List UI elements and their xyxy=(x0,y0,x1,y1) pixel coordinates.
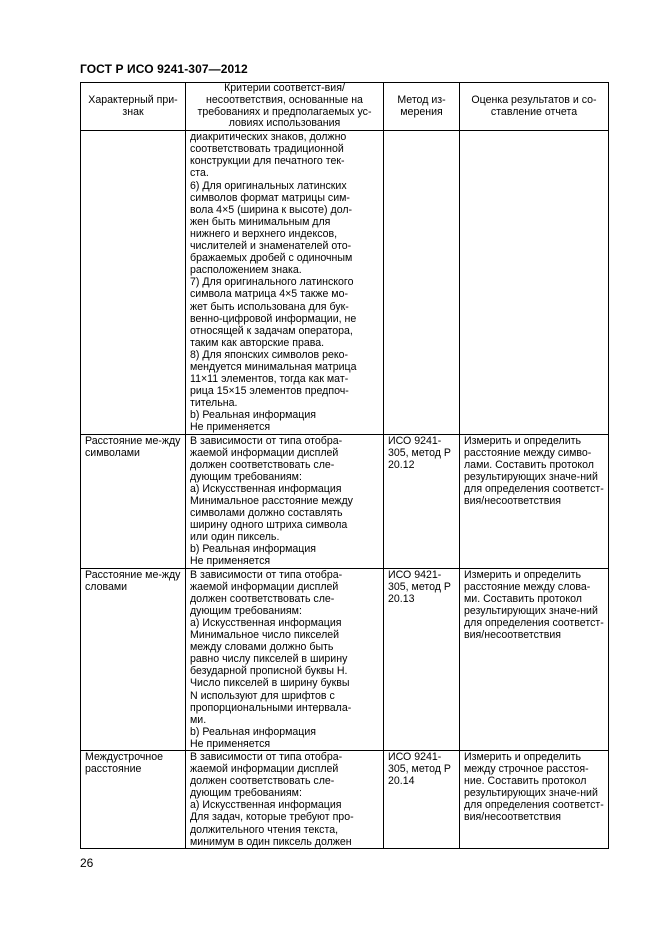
criteria-line: минимум в один пиксель должен xyxy=(190,835,352,848)
table-row xyxy=(81,131,609,434)
criteria-line: должен соответствовать сле- xyxy=(190,458,335,471)
criteria-line: дующим требованиям: xyxy=(190,470,302,483)
evaluation-cell: Измерить и определить между строчное расстоя-ние. Составить протокол результирующих значе-ний для определения соответст-вия/несоответствия xyxy=(460,750,609,848)
criteria-line: дующим требованиям: xyxy=(190,787,302,800)
criteria-line: соответствовать традиционной xyxy=(190,143,344,156)
criteria-line: b) Реальная информация xyxy=(190,409,317,422)
criteria-line: 8) Для японских символов реко- xyxy=(190,348,349,361)
column-header-feature: Характерный при-знак xyxy=(81,83,186,131)
criteria-line: между словами должно быть xyxy=(190,641,334,654)
criteria-line: 11×11 элементов, тогда как мат- xyxy=(190,373,349,386)
feature-cell: Расстояние ме-жду словами xyxy=(81,568,186,750)
feature-cell: Расстояние ме-жду символами xyxy=(81,434,186,568)
method-cell: ИСО 9421-305, метод Р 20.13 xyxy=(384,568,460,750)
criteria-line: пропорциональными интервала- xyxy=(190,701,352,714)
page-number: 26 xyxy=(80,856,94,870)
criteria-line: ширину одного штриха символа xyxy=(190,519,348,532)
evaluation-cell: Измерить и определить расстояние между слова-ми. Составить протокол результирующих значе-ний для определения соответст-вия/несоответствия xyxy=(460,568,609,750)
table-row xyxy=(81,750,609,848)
criteria-line: жаемой информации дисплей xyxy=(190,580,339,593)
criteria-line: Не применяется xyxy=(190,421,271,434)
criteria-line: а) Искусственная информация xyxy=(190,616,342,629)
requirements-table xyxy=(80,82,609,849)
criteria-line: символами должно составлять xyxy=(190,507,343,520)
criteria-line: относящей к задачам оператора, xyxy=(190,324,353,337)
column-header-criteria: Критерии соответст-вия/несоответствия, основанные на требованиях и предполагаемых ус-ловиях использования xyxy=(186,83,384,131)
document-header: ГОСТ Р ИСО 9241-307—2012 xyxy=(80,62,248,76)
criteria-line: 6) Для оригинальных латинских xyxy=(190,179,347,192)
criteria-cell xyxy=(186,434,384,568)
criteria-line: должительного чтения текста, xyxy=(190,823,339,836)
criteria-line: символа матрица 4×5 также мо- xyxy=(190,288,348,301)
feature-cell: Междустрочное расстояние xyxy=(81,750,186,848)
criteria-line: рица 15×15 элементов предпоч- xyxy=(190,385,349,398)
criteria-line: Число пикселей в ширину буквы xyxy=(190,677,350,690)
criteria-line: нижнего и верхнего индексов, xyxy=(190,227,338,240)
criteria-line: должен соответствовать сле- xyxy=(190,775,335,788)
criteria-line: b) Реальная информация xyxy=(190,543,317,556)
criteria-line: Не применяется xyxy=(190,555,271,568)
criteria-line: жаемой информации дисплей xyxy=(190,763,339,776)
criteria-line: ста. xyxy=(190,167,209,180)
criteria-line: Для задач, которые требуют про- xyxy=(190,811,354,824)
criteria-line: жаемой информации дисплей xyxy=(190,446,339,459)
column-header-method: Метод из-мерения xyxy=(384,83,460,131)
criteria-line: В зависимости от типа отобра- xyxy=(190,750,343,763)
evaluation-cell: Измерить и определить расстояние между симво-лами. Составить протокол результирующих значе-ний для определения соответст-вия/несоответствия xyxy=(460,434,609,568)
method-cell: ИСО 9241-305, метод Р 20.12 xyxy=(384,434,460,568)
criteria-line: а) Искусственная информация xyxy=(190,482,342,495)
criteria-line: или один пиксель. xyxy=(190,531,280,544)
criteria-line: ми. xyxy=(190,713,207,726)
criteria-line: числителей и знаменателей ото- xyxy=(190,240,352,253)
criteria-line: В зависимости от типа отобра- xyxy=(190,568,343,581)
criteria-line: венно-цифровой информации, не xyxy=(190,312,357,325)
criteria-line: таким как авторские права. xyxy=(190,336,325,349)
criteria-line: а) Искусственная информация xyxy=(190,799,342,812)
criteria-line: Минимальное число пикселей xyxy=(190,629,340,642)
criteria-line: мендуется минимальная матрица xyxy=(190,360,357,373)
criteria-line: вола 4×5 (ширина к высоте) дол- xyxy=(190,203,353,216)
criteria-cell xyxy=(186,131,384,434)
criteria-line: жен быть минимальным для xyxy=(190,215,331,228)
criteria-line: равно числу пикселей в ширину xyxy=(190,653,348,666)
criteria-line: символов формат матрицы сим- xyxy=(190,191,350,204)
criteria-line: безударной прописной буквы Н. xyxy=(190,665,348,678)
criteria-line: конструкции для печатного тек- xyxy=(190,155,345,168)
criteria-line: Минимальное расстояние между xyxy=(190,495,353,507)
criteria-line: расположением знака. xyxy=(190,264,302,277)
table-body xyxy=(81,131,609,849)
method-cell: ИСО 9241-305, метод Р 20.14 xyxy=(384,750,460,848)
criteria-line: дующим требованиям: xyxy=(190,604,302,617)
criteria-line: должен соответствовать сле- xyxy=(190,592,335,605)
criteria-cell xyxy=(186,750,384,848)
criteria-line: 7) Для оригинального латинского xyxy=(190,276,354,289)
table-row xyxy=(81,568,609,750)
criteria-line: бражаемых дробей с одиночным xyxy=(190,252,353,265)
criteria-line: В зависимости от типа отобра- xyxy=(190,434,343,447)
evaluation-cell xyxy=(460,131,609,434)
criteria-line: N используют для шрифтов с xyxy=(190,689,335,702)
method-cell xyxy=(384,131,460,434)
criteria-line: Не применяется xyxy=(190,737,271,750)
feature-cell xyxy=(81,131,186,434)
table-header xyxy=(81,83,609,131)
criteria-line: диакритических знаков, должно xyxy=(190,131,347,144)
criteria-cell xyxy=(186,568,384,750)
criteria-line: тительна. xyxy=(190,397,238,410)
criteria-line: жет быть использована для бук- xyxy=(190,300,349,313)
table-row xyxy=(81,434,609,568)
column-header-evaluation: Оценка результатов и со-ставление отчета xyxy=(460,83,609,131)
criteria-line: b) Реальная информация xyxy=(190,725,317,738)
